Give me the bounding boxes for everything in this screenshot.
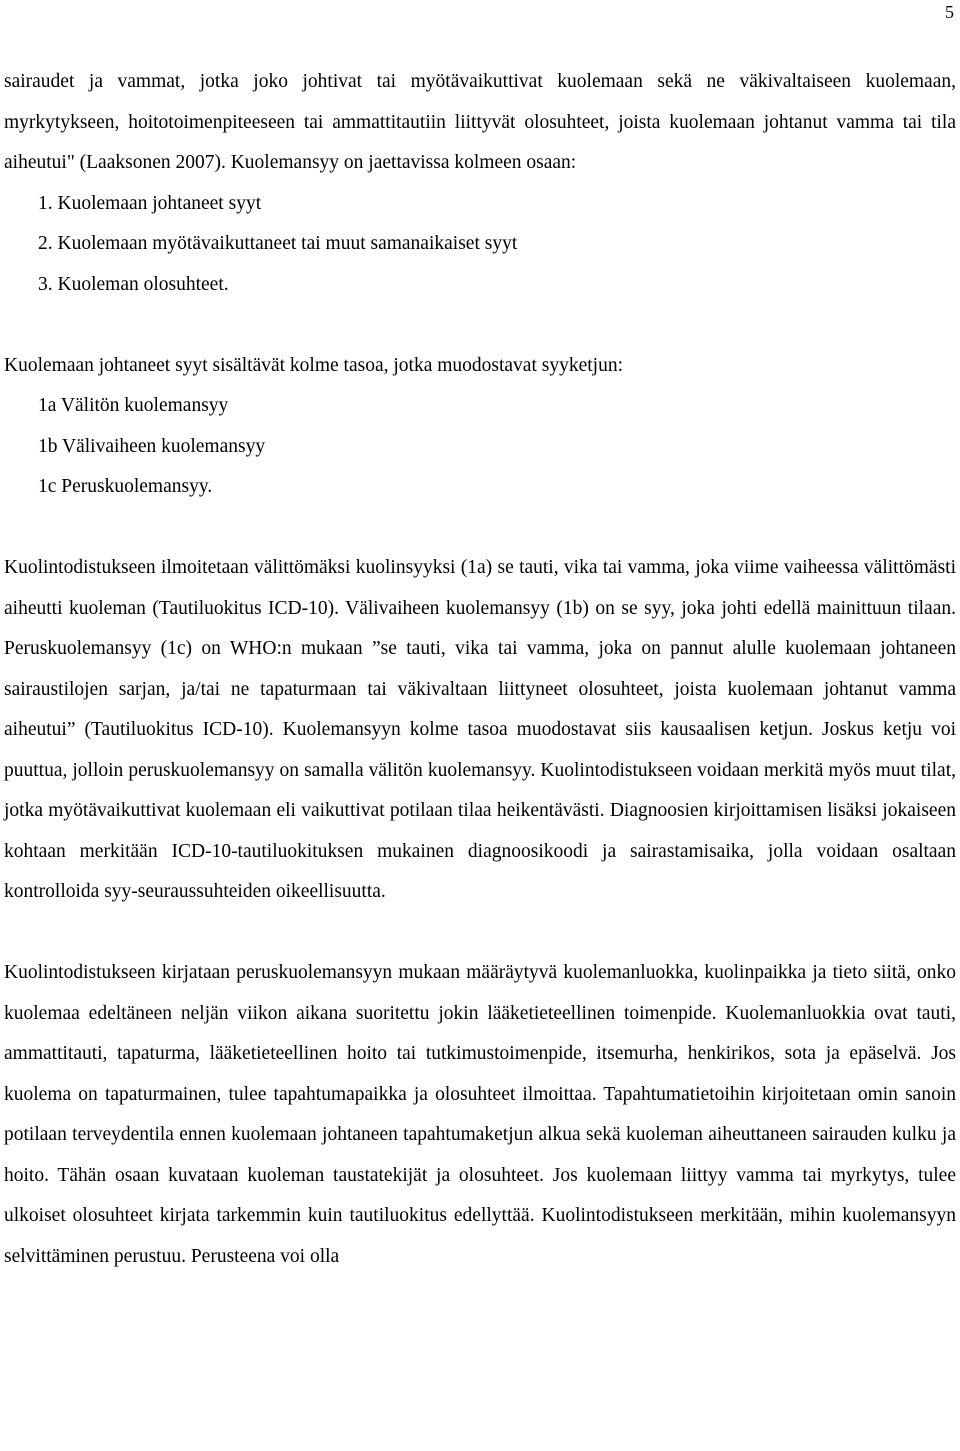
category-paragraph: Kuolintodistukseen kirjataan peruskuolemansyyn mukaan määräytyvä kuolemanluokka, kuolinpaikka ja tieto siitä, onko kuolemaa edeltäneen neljän viikon aikana suoritettu jokin lääketieteellinen toimenpide. Kuolemanluokkia ovat tauti, ammattitauti, tapaturma, lääketieteellinen hoito tai tutkimustoimenpide, itsemurha, henkirikos, sota ja epäselvä. Jos kuolema on tapaturmainen, tulee tapahtumapaikka ja olosuhteet ilmoittaa. Tapahtumatietoihin kirjoitetaan omin sanoin potilaan terveydentila ennen kuolemaan johtaneen tapahtumaketjun alkua sekä kuoleman aiheuttaneen sairauden kulku ja hoito. Tähän osaan kuvataan kuoleman taustatekijät ja olosuhteet. Jos kuolemaan liittyy vamma tai myrkytys, tulee ulkoiset olosuhteet kirjata tarkemmin kuin tautiluokitus edellyttää. Kuolintodistukseen merkitään, mihin kuolemansyyn selvittäminen perustuu. Perusteena voi olla xyxy=(4,962,956,1267)
list-item: 1c Peruskuolemansyy. xyxy=(38,476,213,497)
list-item: 2. Kuolemaan myötävaikuttaneet tai muut samanaikaiset syyt xyxy=(38,233,518,254)
paragraph-spacer xyxy=(4,913,956,954)
chain-levels-list xyxy=(4,386,956,508)
chain-intro-paragraph: Kuolemaan johtaneet syyt sisältävät kolme tasoa, jotka muodostavat syyketjun: xyxy=(4,354,623,376)
paragraph-spacer xyxy=(4,305,956,346)
list-item: 1b Välivaiheen kuolemansyy xyxy=(38,435,266,457)
list-item: 1. Kuolemaan johtaneet syyt xyxy=(38,192,262,214)
list-item: 3. Kuoleman olosuhteet. xyxy=(38,273,229,295)
page-number: 5 xyxy=(945,2,954,22)
page-content xyxy=(4,62,956,1277)
paragraph-spacer xyxy=(4,508,956,549)
intro-paragraph: sairaudet ja vammat, jotka joko johtivat tai myötävaikuttivat kuolemaan sekä ne väkivaltaiseen kuolemaan, myrkytykseen, hoitotoimenpiteeseen tai ammattitautiin liittyvät olosuhteet, joista kuolemaan johtanut vamma tai tila aiheutui" (Laaksonen 2007). Kuolemansyy on jaettavissa kolmeen osaan: xyxy=(4,71,956,173)
certificate-paragraph: Kuolintodistukseen ilmoitetaan välittömäksi kuolinsyyksi (1a) se tauti, vika tai vamma, joka viime vaiheessa välittömästi aiheutti kuoleman (Tautiluokitus ICD-10). Välivaiheen kuolemansyy (1b) on se syy, joka johti edellä mainittuun tilaan. Peruskuolemansyy (1c) on WHO:n mukaan ”se tauti, vika tai vamma, joka on pannut alulle kuolemaan johtaneen sairaustilojen sarjan, ja/tai ne tapaturmaan tai väkivaltaan liittyneet olosuhteet, joista kuolemaan johtanut vamma aiheutui” (Tautiluokitus ICD-10). Kuolemansyyn kolme tasoa muodostavat siis kausaalisen ketjun. Joskus ketju voi puuttua, jolloin peruskuolemansyy on samalla välitön kuolemansyy. Kuolintodistukseen voidaan merkitä myös muut tilat, jotka myötävaikuttivat kuolemaan eli vaikuttivat potilaan tilaa heikentävästi. Diagnoosien kirjoittamisen lisäksi jokaiseen kohtaan merkitään ICD-10-tautiluokituksen mukainen diagnoosikoodi ja sairastamisaika, jolla voidaan osaltaan kontrolloida syy-seuraussuhteiden oikeellisuutta. xyxy=(4,557,956,902)
cause-parts-list xyxy=(4,184,956,306)
list-item: 1a Välitön kuolemansyy xyxy=(38,395,229,416)
